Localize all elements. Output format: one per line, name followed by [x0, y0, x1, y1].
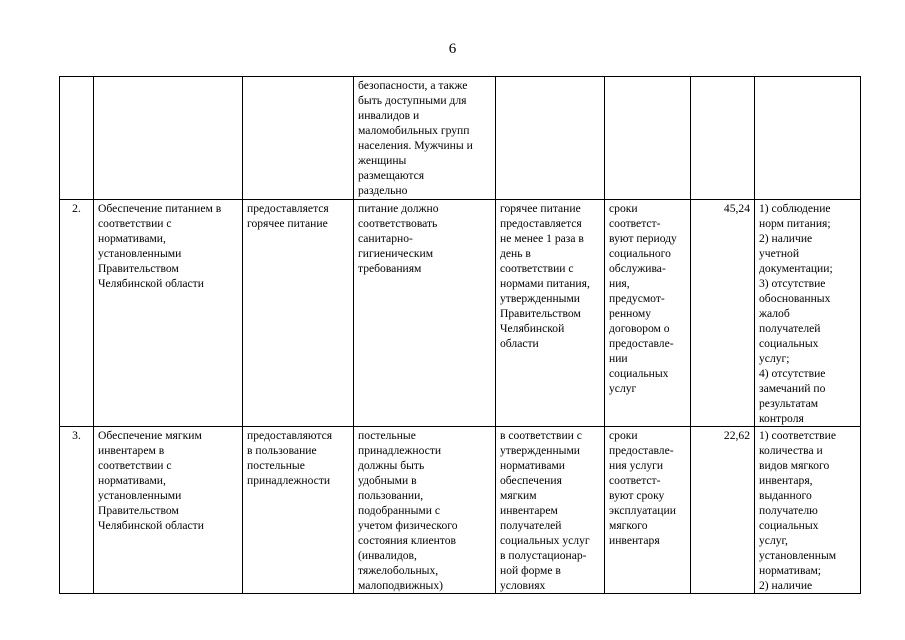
quality-criteria: 1) соответствие количества и видов мягкого инвентаря, выданного получателю социальных услуг, установленным нормативам; 2) наличие — [755, 427, 861, 594]
service-terms: сроки соответст- вуют периоду социального обслужива- ния, предусмот- ренному договором о предоставле- нии социальных услуг — [605, 200, 691, 427]
row-number — [60, 77, 94, 200]
service-description — [243, 77, 354, 200]
service-name: Обеспечение питанием в соответствии с нормативами, установленными Правительством Челябинской области — [94, 200, 243, 427]
services-table — [59, 76, 861, 594]
service-conditions: безопасности, а также быть доступными для инвалидов и маломобильных групп населения. Мужчины и женщины размещаются раздельно — [354, 77, 496, 200]
service-name — [94, 77, 243, 200]
row-number: 3. — [60, 427, 94, 594]
service-frequency: в соответствии с утвержденными нормативами обеспечения мягким инвентарем получателей социальных услуг в полустационар- ной форме в условиях — [496, 427, 605, 594]
service-description: предоставляется горячее питание — [243, 200, 354, 427]
service-terms — [605, 77, 691, 200]
service-frequency — [496, 77, 605, 200]
service-name: Обеспечение мягким инвентарем в соответствии с нормативами, установленными Правительством Челябинской области — [94, 427, 243, 594]
service-frequency: горячее питание предоставляется не менее 1 раза в день в соответствии с нормами питания, утвержденными Правительством Челябинской области — [496, 200, 605, 427]
service-conditions: питание должно соответствовать санитарно- гигиеническим требованиям — [354, 200, 496, 427]
service-description: предоставляются в пользование постельные принадлежности — [243, 427, 354, 594]
page-number: 6 — [448, 41, 457, 57]
table-row — [60, 427, 861, 594]
table-row — [60, 77, 861, 200]
service-terms: сроки предоставле- ния услуги соответст- вуют сроку эксплуатации мягкого инвентаря — [605, 427, 691, 594]
service-value: 22,62 — [691, 427, 755, 594]
table-row — [60, 200, 861, 427]
quality-criteria: 1) соблюдение норм питания; 2) наличие учетной документации; 3) отсутствие обоснованных жалоб получателей социальных услуг; 4) отсутствие замечаний по результатам контроля — [755, 200, 861, 427]
row-number: 2. — [60, 200, 94, 427]
service-value: 45,24 — [691, 200, 755, 427]
service-conditions: постельные принадлежности должны быть удобными в пользовании, подобранными с учетом физического состояния клиентов (инвалидов, тяжелобольных, малоподвижных) — [354, 427, 496, 594]
quality-criteria — [755, 77, 861, 200]
service-value — [691, 77, 755, 200]
